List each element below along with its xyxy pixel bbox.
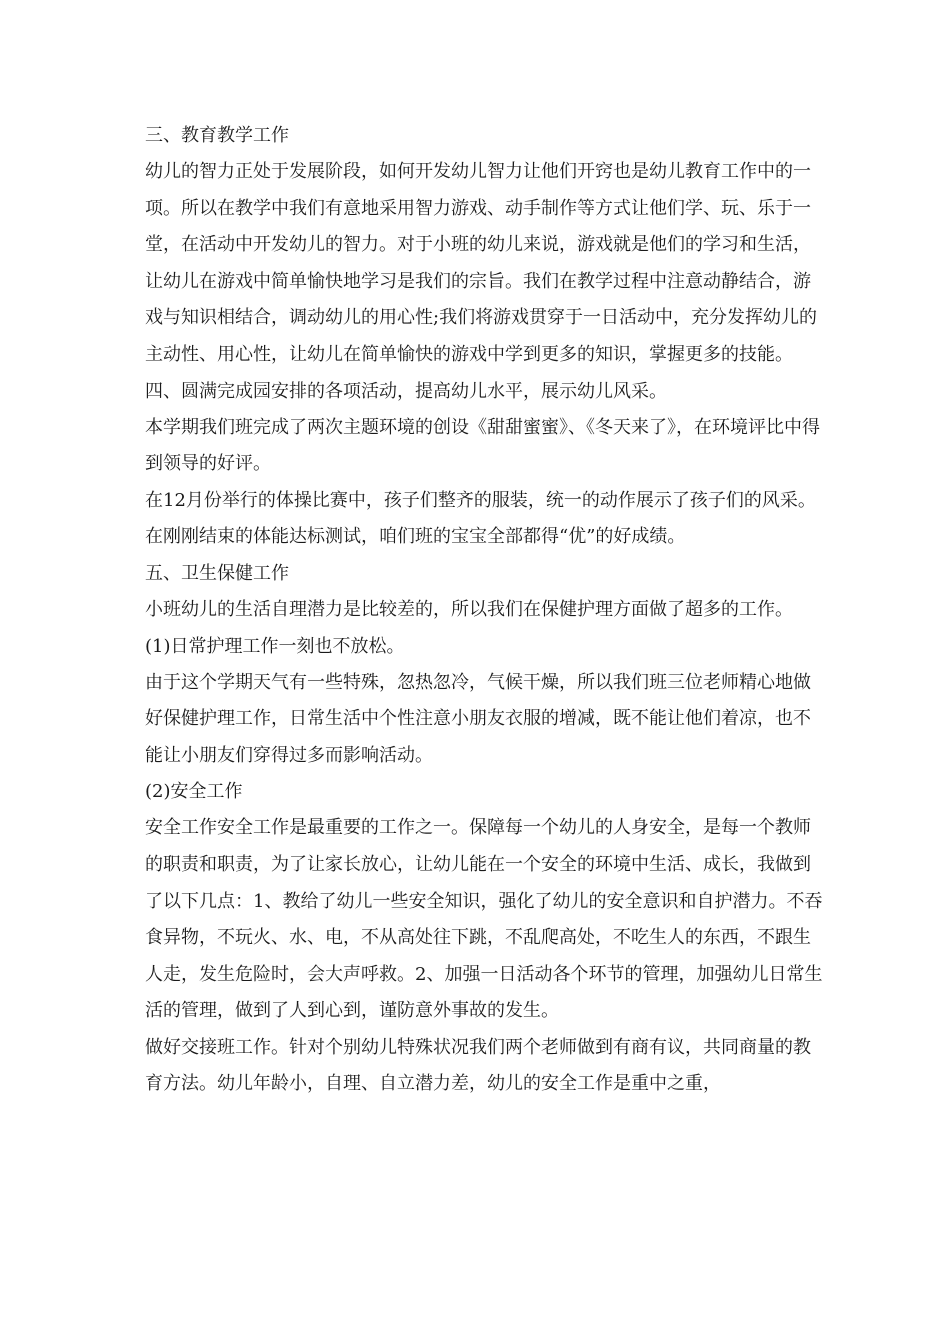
paragraph-environment: 本学期我们班完成了两次主题环境的创设《甜甜蜜蜜》、《冬天来了》，在环境评比中得到领导的好评。: [145, 416, 820, 475]
paragraph-health-intro: 小班幼儿的生活自理潜力是比较差的，所以我们在保健护理方面做了超多的工作。: [145, 598, 793, 620]
document-page: [145, 121, 827, 1103]
subheading-safety: (2)安全工作: [145, 781, 243, 803]
paragraph-daily-care: 由于这个学期天气有一些特殊，忽热忽冷，气候干燥，所以我们班三位老师精心地做好保健护理工作，日常生活中个性注意小朋友衣服的增减，既不能让他们着凉，也不能让小朋友们穿得过多而影响活动。: [145, 671, 811, 766]
paragraph-handover: 做好交接班工作。针对个别幼儿特殊状况我们两个老师做到有商有议，共同商量的教育方法。幼儿年龄小，自理、自立潜力差，幼儿的安全工作是重中之重，: [145, 1036, 811, 1095]
subheading-daily-care: (1)日常护理工作一刻也不放松。: [145, 635, 405, 657]
section-heading-activities: 四、圆满完成园安排的各项活动，提高幼儿水平，展示幼儿风采。: [145, 380, 667, 402]
paragraph-gymnastics: 在12月份举行的体操比赛中，孩子们整齐的服装，统一的动作展示了孩子们的风采。在刚刚结束的体能达标测试，咱们班的宝宝全部都得“优”的好成绩。: [145, 489, 816, 548]
section-heading-health: 五、卫生保健工作: [145, 562, 289, 584]
section-heading-teaching: 三、教育教学工作: [145, 125, 289, 146]
paragraph-safety: 安全工作安全工作是最重要的工作之一。保障每一个幼儿的人身安全，是每一个教师的职责和职责，为了让家长放心，让幼儿能在一个安全的环境中生活、成长，我做到了以下几点：1、教给了幼儿一些安全知识，强化了幼儿的安全意识和自护潜力。不吞食异物，不玩火、水、电，不从高处往下跳，不乱爬高处，不吃生人的东西，不跟生人走，发生危险时，会大声呼救。2、加强一日活动各个环节的管理，加强幼儿日常生活的管理，做到了人到心到，谨防意外事故的发生。: [145, 817, 823, 1022]
paragraph-teaching-body: 幼儿的智力正处于发展阶段，如何开发幼儿智力让他们开窍也是幼儿教育工作中的一项。所以在教学中我们有意地采用智力游戏、动手制作等方式让他们学、玩、乐于一堂，在活动中开发幼儿的智力。对于小班的幼儿来说，游戏就是他们的学习和生活，让幼儿在游戏中简单愉快地学习是我们的宗旨。我们在教学过程中注意动静结合，游戏与知识相结合，调动幼儿的用心性;我们将游戏贯穿于一日活动中，充分发挥幼儿的主动性、用心性，让幼儿在简单愉快的游戏中学到更多的知识，掌握更多的技能。: [145, 161, 818, 365]
